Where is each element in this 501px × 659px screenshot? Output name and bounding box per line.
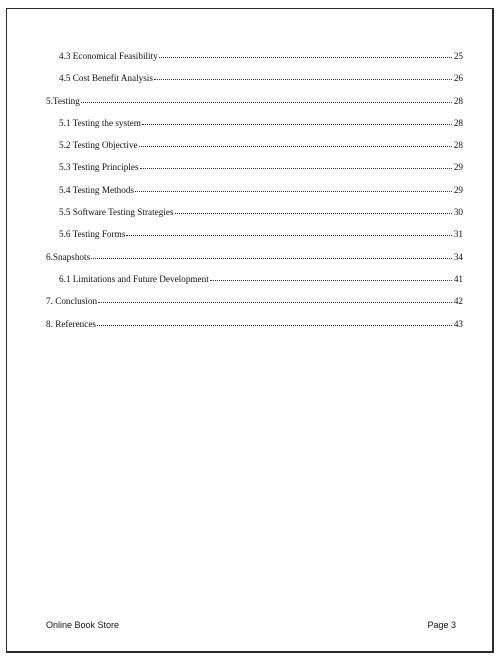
- toc-entry-label: 5.6 Testing Forms: [59, 229, 126, 240]
- toc-entry[interactable]: [46, 73, 463, 95]
- toc-entry-label: 5.2 Testing Objective: [59, 140, 138, 151]
- toc-entry-page: 26: [453, 73, 463, 84]
- toc-entry-page: 29: [453, 184, 463, 195]
- toc-entry-label: 6.Snapshots: [46, 251, 91, 262]
- toc-entry-page: 42: [453, 296, 463, 307]
- toc-entry-page: 43: [453, 318, 463, 329]
- toc-entry-label: 5.3 Testing Principles: [59, 162, 139, 173]
- document-page: [6, 8, 494, 653]
- toc-entry-label: 4.5 Cost Benefit Analysis: [59, 73, 153, 84]
- page-footer: [46, 620, 456, 630]
- toc-entry[interactable]: [46, 319, 463, 341]
- toc-entry[interactable]: [46, 96, 463, 118]
- toc-entry-label: 4.3 Economical Feasibility: [59, 51, 158, 61]
- footer-document-title: Online Book Store: [46, 620, 120, 630]
- toc-entry-page: 31: [453, 229, 463, 240]
- toc-entry-page: 28: [453, 140, 463, 151]
- toc-entry-label: 7. Conclusion: [46, 296, 98, 307]
- toc-entry-page: 41: [453, 273, 463, 284]
- toc-entry-label: 6.1 Limitations and Future Development: [59, 273, 209, 284]
- toc-entry-page: 29: [453, 162, 463, 173]
- toc-entry-page: 28: [453, 95, 463, 106]
- toc-dot-leader: [175, 212, 452, 214]
- toc-entry-label: 5.Testing: [46, 95, 80, 106]
- toc-entry[interactable]: [46, 162, 463, 184]
- toc-entry-label: 8. References: [46, 318, 96, 329]
- toc-entry-page: 25: [453, 51, 463, 61]
- toc-entry[interactable]: [46, 207, 463, 229]
- toc-entry[interactable]: [46, 274, 463, 296]
- toc-entry-page: 34: [453, 251, 463, 262]
- toc-dot-leader: [135, 190, 452, 192]
- toc-entry-label: 5.4 Testing Methods: [59, 184, 134, 195]
- toc-entry[interactable]: [46, 51, 463, 73]
- toc-dot-leader: [126, 234, 452, 236]
- toc-entry[interactable]: [46, 229, 463, 251]
- toc-entry-page: 28: [453, 117, 463, 128]
- toc-dot-leader: [142, 123, 452, 125]
- toc-entry-label: 5.1 Testing the system: [59, 117, 141, 128]
- footer-page-number: Page 3: [427, 620, 456, 630]
- toc-dot-leader: [98, 301, 452, 303]
- toc-entry[interactable]: [46, 296, 463, 318]
- toc-dot-leader: [97, 324, 452, 326]
- toc-entry[interactable]: [46, 185, 463, 207]
- toc-dot-leader: [159, 56, 452, 58]
- toc-dot-leader: [210, 279, 452, 281]
- toc-dot-leader: [139, 145, 452, 147]
- toc-dot-leader: [81, 101, 452, 103]
- table-of-contents: [46, 51, 463, 341]
- toc-entry-label: 5.5 Software Testing Strategies: [59, 207, 174, 218]
- toc-dot-leader: [91, 257, 452, 259]
- toc-entry-page: 30: [453, 207, 463, 218]
- toc-entry[interactable]: [46, 118, 463, 140]
- toc-dot-leader: [154, 78, 452, 80]
- toc-dot-leader: [140, 167, 452, 169]
- toc-entry[interactable]: [46, 140, 463, 162]
- toc-entry[interactable]: [46, 252, 463, 274]
